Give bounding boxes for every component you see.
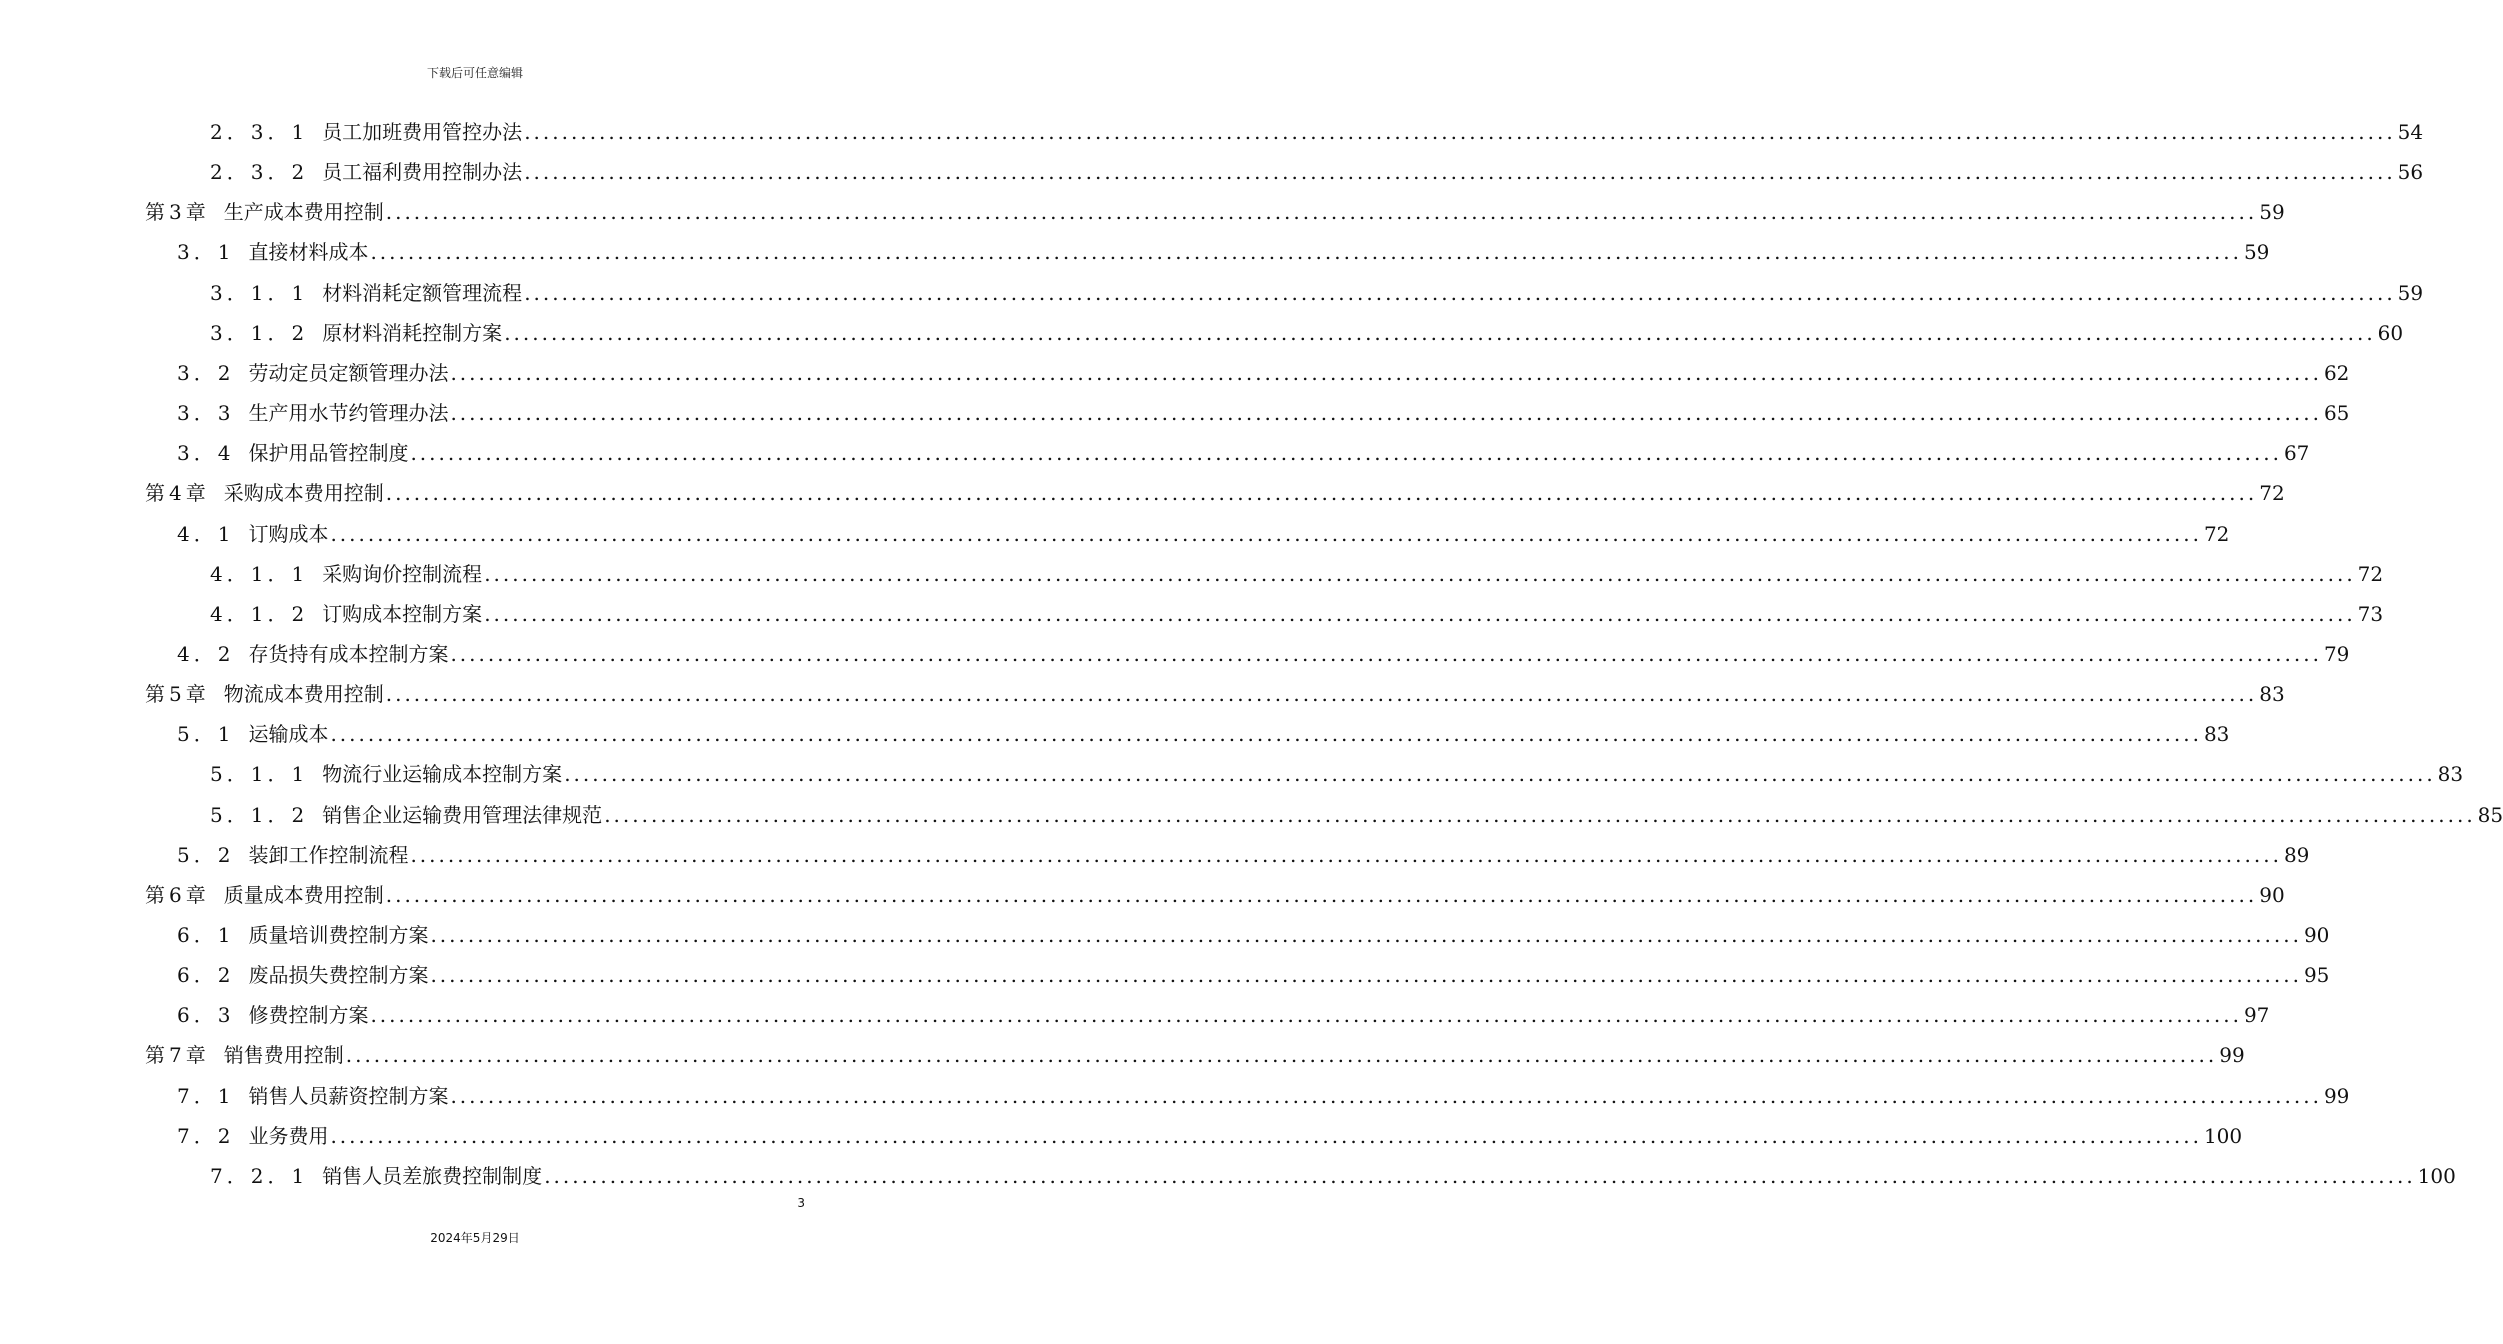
toc-entry-number: 5．1．2 [210, 802, 309, 827]
toc-entry-title: 装卸工作控制流程 [248, 842, 409, 867]
toc-entry-page: 100 [2417, 1163, 2456, 1188]
toc-leader-dots: ........................................................................................................................................................................................................ [410, 842, 2282, 867]
toc-entry-number: 3．2 [177, 360, 235, 385]
toc-entry[interactable] [210, 313, 2404, 353]
toc-entry-number: 7．2 [177, 1123, 235, 1148]
toc-entry[interactable] [177, 353, 2350, 393]
toc-entry-title: 修费控制方案 [248, 1003, 369, 1028]
toc-entry-page: 89 [2283, 842, 2310, 867]
toc-leader-dots: ........................................................................................................................................................................................................ [564, 762, 2436, 787]
toc-entry-title: 质量成本费用控制 [223, 882, 384, 907]
toc-entry-title: 销售企业运输费用管理法律规范 [322, 802, 603, 827]
toc-entry-number: 4．1．1 [210, 561, 309, 586]
toc-entry-page: 95 [2303, 963, 2330, 988]
toc-entry-title: 销售费用控制 [223, 1043, 344, 1068]
toc-entry-title: 质量培训费控制方案 [248, 923, 429, 947]
toc-entry-title: 业务费用 [248, 1123, 329, 1148]
toc-entry-number: 3．1 [177, 240, 235, 265]
toc-leader-dots: ........................................................................................................................................................................................................ [370, 1003, 2242, 1028]
toc-entry[interactable] [177, 995, 2270, 1035]
toc-entry-number: 5．2 [177, 842, 235, 867]
toc-entry-number: 5．1 [177, 722, 235, 747]
toc-entry[interactable] [210, 554, 2384, 594]
toc-leader-dots: ........................................................................................................................................................................................................ [450, 401, 2322, 426]
toc-entry-number: 第6章 [145, 882, 210, 907]
toc-entry-number: 第4章 [145, 481, 210, 506]
toc-entry-title: 废品损失费控制方案 [248, 963, 429, 988]
toc-leader-dots: ........................................................................................................................................................................................................ [544, 1163, 2416, 1188]
toc-entry-title: 材料消耗定额管理流程 [322, 280, 523, 305]
toc-entry[interactable] [210, 795, 2503, 835]
toc-entry-page: 73 [2357, 601, 2384, 626]
toc-entry-title: 销售人员差旅费控制制度 [322, 1163, 543, 1188]
toc-leader-dots: ........................................................................................................................................................................................................ [484, 601, 2356, 626]
toc-entry[interactable] [177, 393, 2350, 433]
toc-entry[interactable] [210, 1156, 2456, 1196]
toc-entry-page: 59 [2259, 200, 2285, 225]
toc-entry-title: 订购成本 [248, 521, 329, 546]
toc-entry-title: 存货持有成本控制方案 [248, 641, 449, 666]
toc-entry-number: 6．1 [177, 923, 235, 947]
toc-entry-number: 2．3．2 [210, 160, 309, 185]
toc-leader-dots: ........................................................................................................................................................................................................ [450, 641, 2322, 666]
toc-entry-number: 第3章 [145, 200, 210, 225]
toc-leader-dots: ........................................................................................................................................................................................................ [370, 240, 2242, 265]
toc-entry[interactable] [177, 955, 2330, 995]
toc-entry[interactable] [177, 514, 2230, 554]
toc-entry-page: 59 [2397, 280, 2424, 305]
toc-leader-dots: ........................................................................................................................................................................................................ [385, 481, 2258, 506]
toc-entry-title: 采购询价控制流程 [322, 561, 483, 586]
toc-entry-title: 劳动定员定额管理办法 [248, 360, 449, 385]
toc-entry-number: 4．1．2 [210, 601, 309, 626]
toc-entry[interactable] [177, 634, 2350, 674]
toc-leader-dots: ........................................................................................................................................................................................................ [330, 521, 2202, 546]
toc-entry-title: 员工福利费用控制办法 [322, 160, 523, 185]
toc-leader-dots: ........................................................................................................................................................................................................ [524, 120, 2396, 144]
toc-entry-page: 54 [2397, 120, 2424, 144]
toc-entry[interactable] [145, 192, 2285, 232]
toc-entry-page: 90 [2259, 882, 2285, 907]
toc-entry-number: 3．3 [177, 401, 235, 426]
toc-entry-page: 62 [2323, 360, 2350, 385]
toc-entry-title: 直接材料成本 [248, 240, 369, 265]
toc-leader-dots: ........................................................................................................................................................................................................ [484, 561, 2356, 586]
toc-leader-dots: ........................................................................................................................................................................................................ [524, 280, 2396, 305]
toc-entry[interactable] [177, 232, 2270, 272]
toc-entry-page: 67 [2283, 441, 2310, 466]
toc-leader-dots: ........................................................................................................................................................................................................ [450, 1083, 2322, 1108]
footer-date: 2024年5月29日 [430, 1231, 520, 1245]
toc-entry-number: 7．1 [177, 1083, 235, 1108]
toc-entry-page: 99 [2219, 1043, 2245, 1068]
toc-entry-title: 生产成本费用控制 [223, 200, 384, 225]
toc-entry[interactable] [177, 433, 2310, 473]
toc-entry-number: 6．3 [177, 1003, 235, 1028]
toc-entry[interactable] [210, 273, 2424, 313]
toc-entry-page: 56 [2397, 160, 2424, 185]
toc-entry-page: 79 [2323, 641, 2350, 666]
toc-leader-dots: ........................................................................................................................................................................................................ [450, 360, 2322, 385]
toc-entry-title: 原材料消耗控制方案 [322, 320, 503, 345]
toc-leader-dots: ........................................................................................................................................................................................................ [430, 923, 2302, 947]
toc-entry-page: 83 [2203, 722, 2230, 747]
toc-entry-page: 72 [2203, 521, 2230, 546]
toc-entry-page: 72 [2357, 561, 2384, 586]
toc-entry-number: 第5章 [145, 682, 210, 707]
toc-entry-number: 7．2．1 [210, 1163, 309, 1188]
toc-entry[interactable] [210, 594, 2384, 634]
toc-entry-page: 72 [2259, 481, 2285, 506]
toc-leader-dots: ........................................................................................................................................................................................................ [385, 200, 2258, 225]
toc-leader-dots: ........................................................................................................................................................................................................ [330, 1123, 2202, 1148]
toc-entry-number: 6．2 [177, 963, 235, 988]
toc-entry-number: 4．1 [177, 521, 235, 546]
toc-entry-number: 第7章 [145, 1043, 210, 1068]
toc-entry-title: 生产用水节约管理办法 [248, 401, 449, 426]
toc-entry-number: 3．1．1 [210, 280, 309, 305]
toc-entry-number: 2．3．1 [210, 120, 309, 144]
page-number: 3 [797, 1196, 805, 1210]
toc-entry-page: 83 [2259, 682, 2285, 707]
toc-leader-dots: ........................................................................................................................................................................................................ [385, 882, 2258, 907]
toc-entry[interactable] [145, 1035, 2245, 1075]
toc-leader-dots: ........................................................................................................................................................................................................ [345, 1043, 2218, 1068]
toc-entry-page: 99 [2323, 1083, 2350, 1108]
toc-entry-page: 85 [2477, 802, 2503, 827]
toc-entry-page: 59 [2243, 240, 2270, 265]
toc-entry-number: 3．4 [177, 441, 235, 466]
toc-entry-number: 3．1．2 [210, 320, 309, 345]
toc-entry[interactable] [177, 835, 2310, 875]
toc-leader-dots: ........................................................................................................................................................................................................ [430, 963, 2302, 988]
toc-entry-number: 4．2 [177, 641, 235, 666]
toc-entry-number: 5．1．1 [210, 762, 309, 787]
toc-entry[interactable] [177, 1116, 2243, 1156]
toc-leader-dots: ........................................................................................................................................................................................................ [504, 320, 2376, 345]
toc-entry[interactable] [177, 1076, 2350, 1116]
toc-entry-page: 90 [2303, 923, 2330, 947]
toc-entry-title: 员工加班费用管控办法 [322, 120, 523, 144]
toc-entry[interactable] [210, 152, 2424, 192]
toc-leader-dots: ........................................................................................................................................................................................................ [330, 722, 2202, 747]
header-note: 下载后可任意编辑 [426, 66, 523, 80]
toc-entry[interactable] [177, 915, 2330, 955]
toc-entry[interactable] [145, 875, 2285, 915]
toc-entry[interactable] [210, 112, 2424, 152]
toc-entry[interactable] [145, 674, 2285, 714]
toc-entry-page: 83 [2437, 762, 2464, 787]
toc-entry-title: 销售人员薪资控制方案 [248, 1083, 449, 1108]
toc-leader-dots: ........................................................................................................................................................................................................ [385, 682, 2258, 707]
toc-entry[interactable] [210, 754, 2464, 794]
toc-entry-title: 物流行业运输成本控制方案 [322, 762, 563, 787]
toc-entry[interactable] [145, 473, 2285, 513]
toc-entry-page: 60 [2377, 320, 2404, 345]
toc-leader-dots: ........................................................................................................................................................................................................ [410, 441, 2282, 466]
toc-entry-title: 保护用品管控制度 [248, 441, 409, 466]
toc-entry-title: 采购成本费用控制 [223, 481, 384, 506]
toc-entry-title: 物流成本费用控制 [223, 682, 384, 707]
toc-entry-page: 100 [2203, 1123, 2243, 1148]
toc-leader-dots: ........................................................................................................................................................................................................ [524, 160, 2396, 185]
toc-entry[interactable] [177, 714, 2230, 754]
toc-leader-dots: ........................................................................................................................................................................................................ [604, 802, 2476, 827]
toc-entry-page: 65 [2323, 401, 2350, 426]
toc-entry-page: 97 [2243, 1003, 2270, 1028]
toc-entry-title: 运输成本 [248, 722, 329, 747]
toc-entry-title: 订购成本控制方案 [322, 601, 483, 626]
